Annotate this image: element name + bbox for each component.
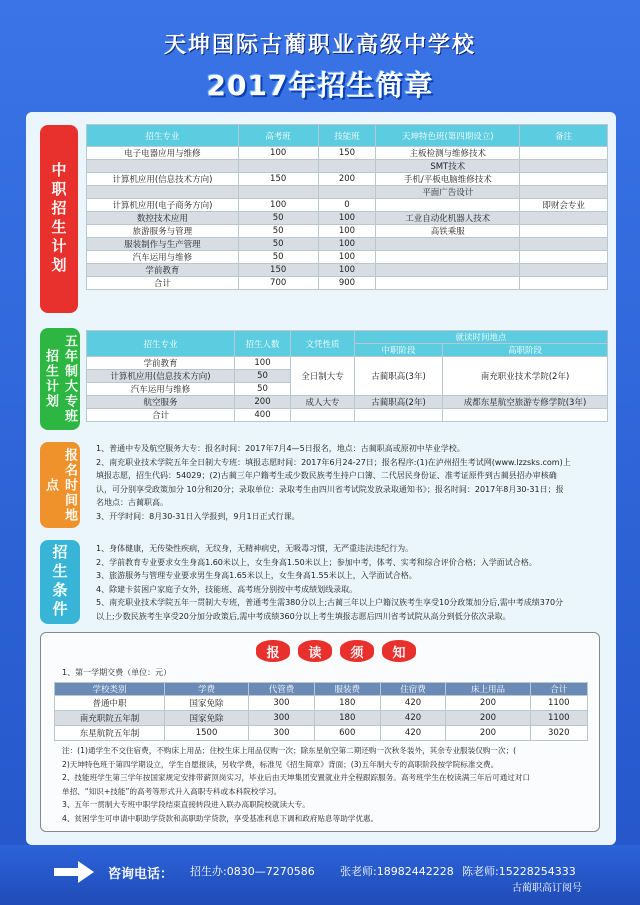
text-line: 填报志愿，招生代码：54029；(2)古蔺三年户籍考生或少数民族考生持户口簿、二代居民身份证、准考证原件到古蔺县招办审核确 bbox=[96, 471, 557, 480]
table-header-cell: 高考班 bbox=[238, 125, 318, 147]
text-line: 3、五年一贯制大专班中职学段结束直接转段进入联办高职院校就读大专。 bbox=[62, 800, 310, 810]
table-header-cell: 学校类别 bbox=[55, 683, 165, 696]
table-cell: 100 bbox=[318, 212, 376, 225]
table-cell: 计算机应用(信息技术方向) bbox=[87, 173, 239, 186]
table-cell: 旅游服务与管理 bbox=[87, 225, 239, 238]
table-cell: 100 bbox=[238, 147, 318, 160]
notes-text bbox=[62, 744, 602, 826]
table-row bbox=[87, 173, 608, 186]
table-header-cell: 服装费 bbox=[314, 683, 380, 696]
table-cell: 东星航院五年制 bbox=[55, 726, 165, 741]
table-header-cell: 招生专业 bbox=[87, 331, 235, 357]
text-line: 2、学前教育专业要求女生身高1.60米以上，女生身高1.50米以上；参加中考，体考、实考和综合评价合格；入学面试合格。 bbox=[96, 557, 537, 567]
fee-table bbox=[54, 682, 588, 741]
table-header-cell: 学费 bbox=[165, 683, 249, 696]
office-phone: 招生办:0830—7270586 bbox=[190, 865, 315, 878]
table-row bbox=[87, 186, 608, 199]
table-cell: 即财会专业 bbox=[520, 199, 608, 212]
table-subheader-cell: 高职阶段 bbox=[443, 344, 608, 357]
notice-title-char: 须 bbox=[340, 640, 374, 662]
text-line: 4、贫困学生可申请中职助学贷款和高职助学贷款，享受基准利息下调和政府贴息等助学优惠。 bbox=[62, 813, 379, 823]
table-cell: 180 bbox=[314, 711, 380, 726]
text-line: 注：(1)通学生不交住宿费，不购床上用品；住校生床上用品仅购一次；除东星航空第二期还购一次秋冬装外，其余专业服装仅购一次；( bbox=[62, 746, 517, 755]
text-line: 1、普通中专及航空服务大专：报名时间：2017年7月4—5日报名，地点：古蔺职高或原初中毕业学校。 bbox=[96, 444, 465, 453]
notice-title-char: 报 bbox=[256, 640, 290, 662]
header bbox=[0, 0, 640, 110]
table-cell: 300 bbox=[249, 726, 315, 741]
table-cell bbox=[520, 173, 608, 186]
table-cell: 50 bbox=[238, 238, 318, 251]
table-cell bbox=[376, 238, 520, 251]
table-cell: 1500 bbox=[165, 726, 249, 741]
table-cell: 电子电器应用与维修 bbox=[87, 147, 239, 160]
table-cell bbox=[376, 251, 520, 264]
watermark-text: 古蔺职高订阅号 bbox=[512, 883, 582, 894]
table-cell: 成都东星航空旅游专修学院(3年) bbox=[443, 396, 608, 409]
table-cell bbox=[318, 160, 376, 173]
table-row bbox=[87, 160, 608, 173]
table-cell: 南充职业技术学院(2年) bbox=[443, 357, 608, 396]
table-cell: 古蔺职高(2年) bbox=[355, 396, 443, 409]
table-cell: 合计 bbox=[87, 409, 235, 422]
table-cell: 420 bbox=[380, 696, 446, 711]
teacher2-phone: 陈老师:15228254333 bbox=[462, 865, 576, 878]
section-tag-wunian: 五年制大专班招生计划 bbox=[40, 328, 80, 430]
table-cell bbox=[87, 186, 239, 199]
table-row bbox=[87, 396, 608, 409]
table-cell: 南充职院五年制 bbox=[55, 711, 165, 726]
table-cell: 150 bbox=[238, 264, 318, 277]
table-cell: 0 bbox=[318, 199, 376, 212]
table-cell: 合计 bbox=[87, 277, 239, 290]
consult-label: 咨询电话： bbox=[108, 867, 174, 882]
registration-text bbox=[96, 442, 606, 523]
table-cell bbox=[520, 212, 608, 225]
table-cell: 服装制作与生产管理 bbox=[87, 238, 239, 251]
table-cell: 学前教育 bbox=[87, 357, 235, 370]
table-row bbox=[87, 277, 608, 290]
table-cell: 200 bbox=[446, 726, 530, 741]
table-cell bbox=[520, 225, 608, 238]
table-header-cell: 住宿费 bbox=[380, 683, 446, 696]
table-row bbox=[87, 357, 608, 370]
text-line: 2、南充职业技术学院五年全日制大专班：填报志愿时间：2017年6月24-27日；报名程序:(1)在泸州招生考试网(www.lzzsks.com)上 bbox=[96, 457, 571, 467]
conditions-text bbox=[96, 542, 610, 623]
table-cell: 300 bbox=[249, 711, 315, 726]
fee-title: 1、第一学期交费（单位：元） bbox=[62, 668, 172, 677]
arrow-right-icon bbox=[54, 861, 94, 883]
text-line: 3、开学时间：8月30-31日入学报到，9月1日正式行课。 bbox=[96, 511, 300, 521]
table-row bbox=[87, 225, 608, 238]
table-cell: 300 bbox=[249, 696, 315, 711]
table-cell: 200 bbox=[446, 711, 530, 726]
table-cell: 100 bbox=[318, 225, 376, 238]
table-cell: 50 bbox=[238, 212, 318, 225]
table-cell: 国家免除 bbox=[165, 696, 249, 711]
table-cell: 普通中职 bbox=[55, 696, 165, 711]
table-cell: SMT技术 bbox=[376, 160, 520, 173]
table-cell bbox=[520, 186, 608, 199]
enrollment-plan-table bbox=[86, 124, 608, 290]
table-cell: 50 bbox=[235, 370, 291, 383]
table-cell bbox=[520, 277, 608, 290]
table-header-cell: 天坤特色班(第四期设立) bbox=[376, 125, 520, 147]
notice-title-char: 读 bbox=[298, 640, 332, 662]
table-cell bbox=[87, 160, 239, 173]
table-cell: 主板检测与维修技术 bbox=[376, 147, 520, 160]
table-header-cell: 代管费 bbox=[249, 683, 315, 696]
table-cell bbox=[520, 160, 608, 173]
section-tag-baoming: 报名时间地点 bbox=[40, 442, 80, 528]
table-cell: 900 bbox=[318, 277, 376, 290]
table-cell: 50 bbox=[238, 225, 318, 238]
table-header-cell: 文凭性质 bbox=[291, 331, 355, 357]
table-cell bbox=[520, 238, 608, 251]
text-line: 以上;少数民族考生享受20分加分政策后,需中考成绩360分以上考生填报志愿后四川省考试院从高分到低分依次录取。 bbox=[96, 611, 511, 621]
section-tag-zhongzhi: 中职招生计划 bbox=[40, 125, 78, 313]
table-cell: 100 bbox=[235, 357, 291, 370]
table-cell: 工业自动化机器人技术 bbox=[376, 212, 520, 225]
table-cell bbox=[520, 251, 608, 264]
table-row bbox=[87, 212, 608, 225]
table-cell: 数控技术应用 bbox=[87, 212, 239, 225]
table-row bbox=[55, 711, 588, 726]
table-cell bbox=[238, 186, 318, 199]
table-row bbox=[87, 199, 608, 212]
table-cell: 成人大专 bbox=[291, 396, 355, 409]
table-cell: 700 bbox=[238, 277, 318, 290]
table-row bbox=[87, 264, 608, 277]
table-cell: 50 bbox=[238, 251, 318, 264]
text-line: 2、技能班学生第三学年按国家规定安排带薪顶岗实习，毕业后由天坤集团安置就业并全程跟踪服务。高考班学生在校读满三年后可通过对口 bbox=[62, 773, 531, 783]
table-cell bbox=[376, 277, 520, 290]
table-cell: 1100 bbox=[530, 711, 587, 726]
college-program-table bbox=[86, 330, 608, 422]
table-header-cell: 备注 bbox=[520, 125, 608, 147]
table-cell: 150 bbox=[318, 147, 376, 160]
table-row bbox=[55, 726, 588, 741]
table-header-cell: 就读时间地点 bbox=[355, 331, 608, 344]
table-cell: 50 bbox=[235, 383, 291, 396]
table-cell bbox=[238, 160, 318, 173]
footer bbox=[0, 845, 640, 905]
table-header-cell: 技能班 bbox=[318, 125, 376, 147]
table-cell: 古蔺职高(3年) bbox=[355, 357, 443, 396]
text-line: 1、身体健康，无传染性疾病，无纹身，无精神病史，无吸毒习惯，无严重违法违纪行为。 bbox=[96, 544, 414, 553]
notice-title-char: 知 bbox=[382, 640, 416, 662]
table-header-cell: 招生专业 bbox=[87, 125, 239, 147]
table-header-row bbox=[87, 125, 608, 147]
table-cell: 学前教育 bbox=[87, 264, 239, 277]
text-line: 认，可分别享受政策加分 10分和20分；录取单位：录取考生由四川省考试院发放录取通知书》；报名时间：2017年8月30-31日；报 bbox=[96, 484, 564, 494]
table-cell bbox=[520, 264, 608, 277]
table-cell: 汽车运用与维修 bbox=[87, 383, 235, 396]
table-cell: 150 bbox=[238, 173, 318, 186]
school-name: 天坤国际古蔺职业高级中学校 bbox=[163, 32, 476, 58]
table-cell: 航空服务 bbox=[87, 396, 235, 409]
table-row bbox=[87, 147, 608, 160]
table-cell bbox=[520, 147, 608, 160]
teacher1-phone: 张老师:18982442228 bbox=[340, 865, 454, 878]
table-cell: 计算机应用(信息技术方向) bbox=[87, 370, 235, 383]
text-line: 2)天坤特色班于第四学期设立，学生自愿报读，另收学费，标准见《招生简章》背面；(3)五年制大专的高职阶段按学院标准交费。 bbox=[62, 759, 499, 769]
text-line: 5、南充职业技术学院五年一贯制大专班，普通考生需380分以上;古蔺三年以上户籍汉族考生享受10分政策加分后,需中考成绩370分 bbox=[96, 598, 564, 607]
table-header-cell: 床上用品 bbox=[446, 683, 530, 696]
table-cell bbox=[318, 186, 376, 199]
table-cell bbox=[376, 199, 520, 212]
table-cell: 600 bbox=[314, 726, 380, 741]
table-row bbox=[55, 696, 588, 711]
table-row bbox=[87, 251, 608, 264]
text-line: 单招、“知识+技能”的高考等形式升入高职专科或本科院校学习。 bbox=[62, 786, 282, 796]
table-cell: 国家免除 bbox=[165, 711, 249, 726]
table-header-cell: 合计 bbox=[530, 683, 587, 696]
notice-title bbox=[256, 640, 416, 662]
table-cell: 420 bbox=[380, 711, 446, 726]
table-row bbox=[87, 238, 608, 251]
table-cell: 200 bbox=[318, 173, 376, 186]
table-cell: 180 bbox=[314, 696, 380, 711]
table-cell: 高铁乘服 bbox=[376, 225, 520, 238]
table-cell: 420 bbox=[380, 726, 446, 741]
table-cell: 100 bbox=[318, 264, 376, 277]
page-title: 2017年招生简章 bbox=[206, 69, 434, 102]
text-line: 名地点：古蔺职高。 bbox=[96, 498, 168, 507]
table-cell: 3020 bbox=[530, 726, 587, 741]
table-cell: 计算机应用(电子商务方向) bbox=[87, 199, 239, 212]
text-line: 4、除建卡贫困户家庭子女外，技能班、高考班分别按中考成绩划线录取。 bbox=[96, 584, 358, 594]
table-cell: 全日制大专 bbox=[291, 357, 355, 396]
table-cell: 200 bbox=[446, 696, 530, 711]
section-tag-tiaojian: 招生条件 bbox=[40, 540, 80, 624]
table-cell: 平面广告设计 bbox=[376, 186, 520, 199]
table-cell: 手机/平板电脑维修技术 bbox=[376, 173, 520, 186]
table-row bbox=[87, 409, 608, 422]
text-line: 3、旅游服务与管理专业要求男生身高1.65米以上，女生身高1.55米以上，入学面试合格。 bbox=[96, 571, 417, 580]
table-cell: 汽车运用与维修 bbox=[87, 251, 239, 264]
table-cell bbox=[376, 264, 520, 277]
table-cell: 100 bbox=[318, 251, 376, 264]
table-cell: 100 bbox=[238, 199, 318, 212]
table-subheader-cell: 中职阶段 bbox=[355, 344, 443, 357]
table-header-cell: 招生人数 bbox=[235, 331, 291, 357]
table-cell: 400 bbox=[235, 409, 291, 422]
table-cell: 200 bbox=[235, 396, 291, 409]
table-cell: 1100 bbox=[530, 696, 587, 711]
table-cell: 100 bbox=[318, 238, 376, 251]
